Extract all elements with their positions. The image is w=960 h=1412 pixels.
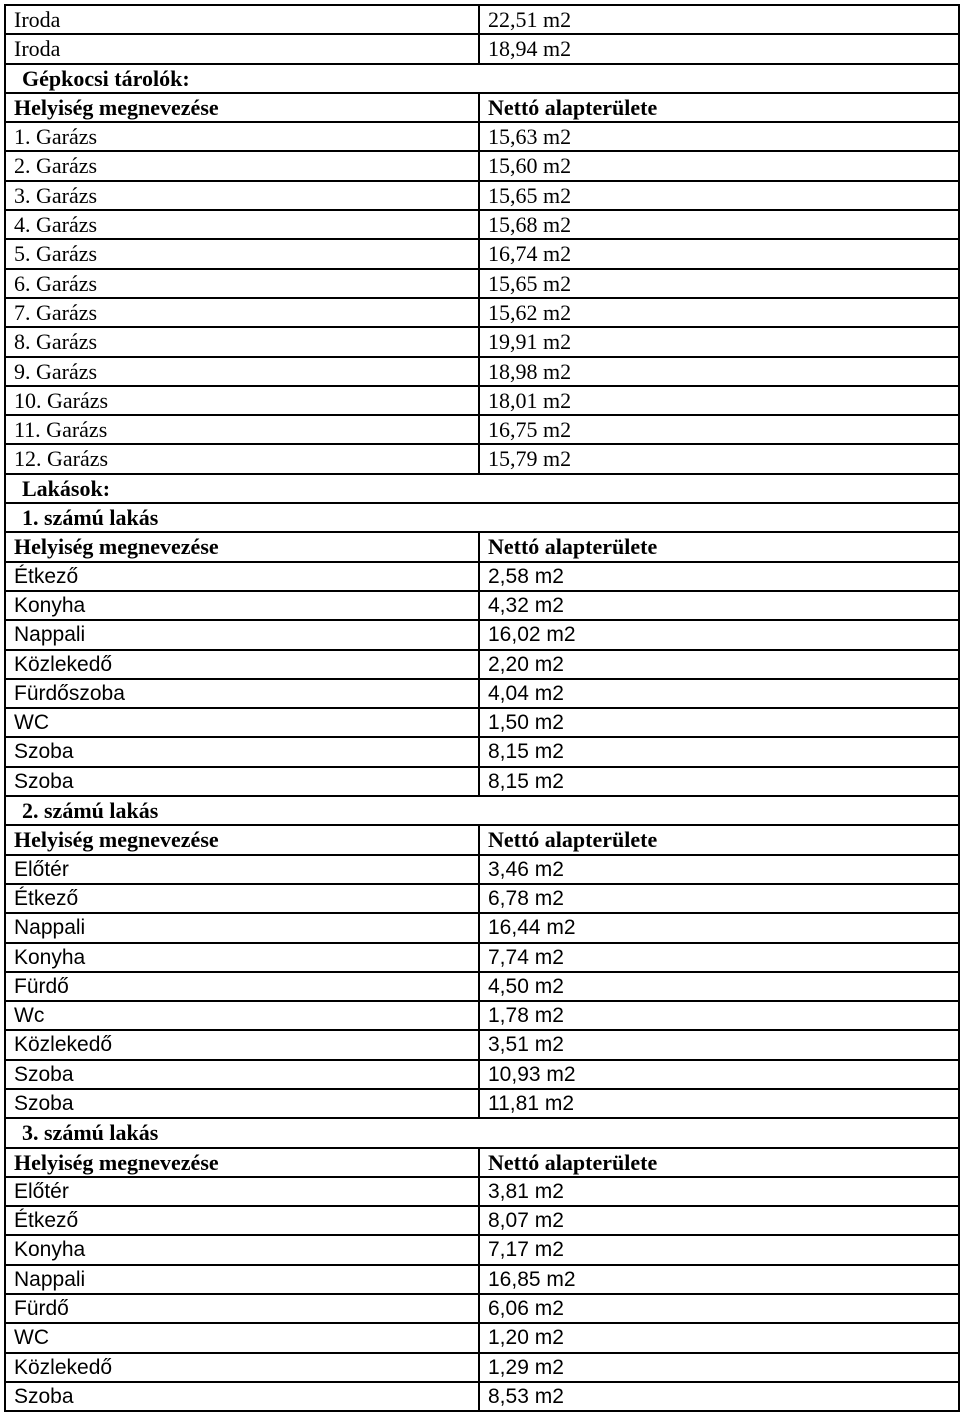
room-name: Konyha xyxy=(6,592,480,619)
net-area: 4,04 m2 xyxy=(480,680,960,707)
room-name: Fürdő xyxy=(6,1295,480,1322)
room-name: Nappali xyxy=(6,621,480,648)
net-area: 7,74 m2 xyxy=(480,944,960,971)
room-name: Fürdő xyxy=(6,973,480,1000)
table-row xyxy=(6,1383,960,1412)
room-name: Konyha xyxy=(6,944,480,971)
table-row xyxy=(6,709,960,738)
net-area: 8,15 m2 xyxy=(480,768,960,795)
net-area: 16,44 m2 xyxy=(480,914,960,941)
section-heading-row xyxy=(6,65,960,94)
table-row xyxy=(6,1236,960,1265)
room-name: Nappali xyxy=(6,1266,480,1293)
table-row xyxy=(6,914,960,943)
room-name: Étkező xyxy=(6,563,480,590)
net-area: 8,15 m2 xyxy=(480,738,960,765)
table-row xyxy=(6,240,960,269)
net-area: 16,02 m2 xyxy=(480,621,960,648)
net-area: 15,63 m2 xyxy=(480,123,960,150)
net-area: 2,20 m2 xyxy=(480,651,960,678)
table-row xyxy=(6,944,960,973)
room-name: Fürdőszoba xyxy=(6,680,480,707)
table-row xyxy=(6,973,960,1002)
room-name: 12. Garázs xyxy=(6,445,480,472)
net-area: 11,81 m2 xyxy=(480,1090,960,1117)
net-area-header: Nettó alapterülete xyxy=(480,533,960,560)
room-name: 6. Garázs xyxy=(6,270,480,297)
room-name: Előtér xyxy=(6,856,480,883)
net-area: 10,93 m2 xyxy=(480,1061,960,1088)
table-row xyxy=(6,328,960,357)
net-area-header: Nettó alapterülete xyxy=(480,826,960,853)
net-area: 1,78 m2 xyxy=(480,1002,960,1029)
room-name: Nappali xyxy=(6,914,480,941)
net-area: 18,98 m2 xyxy=(480,358,960,385)
room-name-header: Helyiség megnevezése xyxy=(6,826,480,853)
room-name-header: Helyiség megnevezése xyxy=(6,1149,480,1176)
net-area: 15,60 m2 xyxy=(480,152,960,179)
net-area: 8,53 m2 xyxy=(480,1383,960,1410)
net-area: 15,68 m2 xyxy=(480,211,960,238)
table-row xyxy=(6,1061,960,1090)
table-row xyxy=(6,563,960,592)
table-row xyxy=(6,1002,960,1031)
net-area: 8,07 m2 xyxy=(480,1207,960,1234)
table-row xyxy=(6,123,960,152)
net-area: 4,32 m2 xyxy=(480,592,960,619)
room-name: Iroda xyxy=(6,6,480,33)
section-heading: 2. számú lakás xyxy=(6,797,960,824)
room-name-header: Helyiség megnevezése xyxy=(6,94,480,121)
table-row xyxy=(6,270,960,299)
room-name: Étkező xyxy=(6,885,480,912)
net-area: 6,06 m2 xyxy=(480,1295,960,1322)
room-name: 3. Garázs xyxy=(6,182,480,209)
net-area: 16,74 m2 xyxy=(480,240,960,267)
room-name: 1. Garázs xyxy=(6,123,480,150)
table-row xyxy=(6,6,960,35)
net-area: 18,01 m2 xyxy=(480,387,960,414)
net-area: 22,51 m2 xyxy=(480,6,960,33)
table-row xyxy=(6,1295,960,1324)
table-row xyxy=(6,35,960,64)
table-row xyxy=(6,1178,960,1207)
room-name: Szoba xyxy=(6,1090,480,1117)
room-name: 7. Garázs xyxy=(6,299,480,326)
column-header-row xyxy=(6,826,960,855)
table-row xyxy=(6,1354,960,1383)
column-header-row xyxy=(6,533,960,562)
net-area: 1,20 m2 xyxy=(480,1324,960,1351)
net-area: 1,29 m2 xyxy=(480,1354,960,1381)
room-name: 8. Garázs xyxy=(6,328,480,355)
table-row xyxy=(6,680,960,709)
room-name: 10. Garázs xyxy=(6,387,480,414)
room-area-table xyxy=(4,4,960,1412)
room-name: Szoba xyxy=(6,1061,480,1088)
table-row xyxy=(6,856,960,885)
table-row xyxy=(6,1324,960,1353)
net-area: 16,75 m2 xyxy=(480,416,960,443)
column-header-row xyxy=(6,94,960,123)
room-name: Konyha xyxy=(6,1236,480,1263)
net-area: 7,17 m2 xyxy=(480,1236,960,1263)
net-area-header: Nettó alapterülete xyxy=(480,1149,960,1176)
section-heading-row xyxy=(6,1119,960,1148)
net-area: 3,81 m2 xyxy=(480,1178,960,1205)
net-area: 3,51 m2 xyxy=(480,1031,960,1058)
net-area: 15,62 m2 xyxy=(480,299,960,326)
net-area-header: Nettó alapterülete xyxy=(480,94,960,121)
room-name-header: Helyiség megnevezése xyxy=(6,533,480,560)
net-area: 15,65 m2 xyxy=(480,270,960,297)
table-row xyxy=(6,416,960,445)
table-row xyxy=(6,651,960,680)
section-heading-row xyxy=(6,797,960,826)
table-row xyxy=(6,592,960,621)
section-heading-row xyxy=(6,475,960,504)
room-name: Szoba xyxy=(6,738,480,765)
room-name: WC xyxy=(6,709,480,736)
section-heading-row xyxy=(6,504,960,533)
room-name: Szoba xyxy=(6,1383,480,1410)
net-area: 16,85 m2 xyxy=(480,1266,960,1293)
table-row xyxy=(6,1266,960,1295)
section-heading: 3. számú lakás xyxy=(6,1119,960,1146)
room-name: Közlekedő xyxy=(6,1354,480,1381)
table-row xyxy=(6,885,960,914)
table-row xyxy=(6,211,960,240)
table-row xyxy=(6,1207,960,1236)
room-name: 11. Garázs xyxy=(6,416,480,443)
table-row xyxy=(6,182,960,211)
net-area: 1,50 m2 xyxy=(480,709,960,736)
room-name: Előtér xyxy=(6,1178,480,1205)
table-row xyxy=(6,768,960,797)
room-name: WC xyxy=(6,1324,480,1351)
room-name: Közlekedő xyxy=(6,651,480,678)
table-row xyxy=(6,387,960,416)
net-area: 4,50 m2 xyxy=(480,973,960,1000)
net-area: 6,78 m2 xyxy=(480,885,960,912)
net-area: 3,46 m2 xyxy=(480,856,960,883)
room-name: 2. Garázs xyxy=(6,152,480,179)
net-area: 15,65 m2 xyxy=(480,182,960,209)
room-name: 9. Garázs xyxy=(6,358,480,385)
room-name: 5. Garázs xyxy=(6,240,480,267)
room-name: Iroda xyxy=(6,35,480,62)
room-name: Étkező xyxy=(6,1207,480,1234)
room-name: Közlekedő xyxy=(6,1031,480,1058)
table-row xyxy=(6,358,960,387)
table-row xyxy=(6,152,960,181)
net-area: 2,58 m2 xyxy=(480,563,960,590)
table-row xyxy=(6,621,960,650)
table-row xyxy=(6,738,960,767)
section-heading: Gépkocsi tárolók: xyxy=(6,65,960,92)
net-area: 19,91 m2 xyxy=(480,328,960,355)
table-row xyxy=(6,299,960,328)
net-area: 18,94 m2 xyxy=(480,35,960,62)
section-heading: Lakások: xyxy=(6,475,960,502)
table-row xyxy=(6,1090,960,1119)
net-area: 15,79 m2 xyxy=(480,445,960,472)
room-name: Szoba xyxy=(6,768,480,795)
section-heading: 1. számú lakás xyxy=(6,504,960,531)
table-row xyxy=(6,445,960,474)
room-name: 4. Garázs xyxy=(6,211,480,238)
column-header-row xyxy=(6,1149,960,1178)
table-row xyxy=(6,1031,960,1060)
room-name: Wc xyxy=(6,1002,480,1029)
